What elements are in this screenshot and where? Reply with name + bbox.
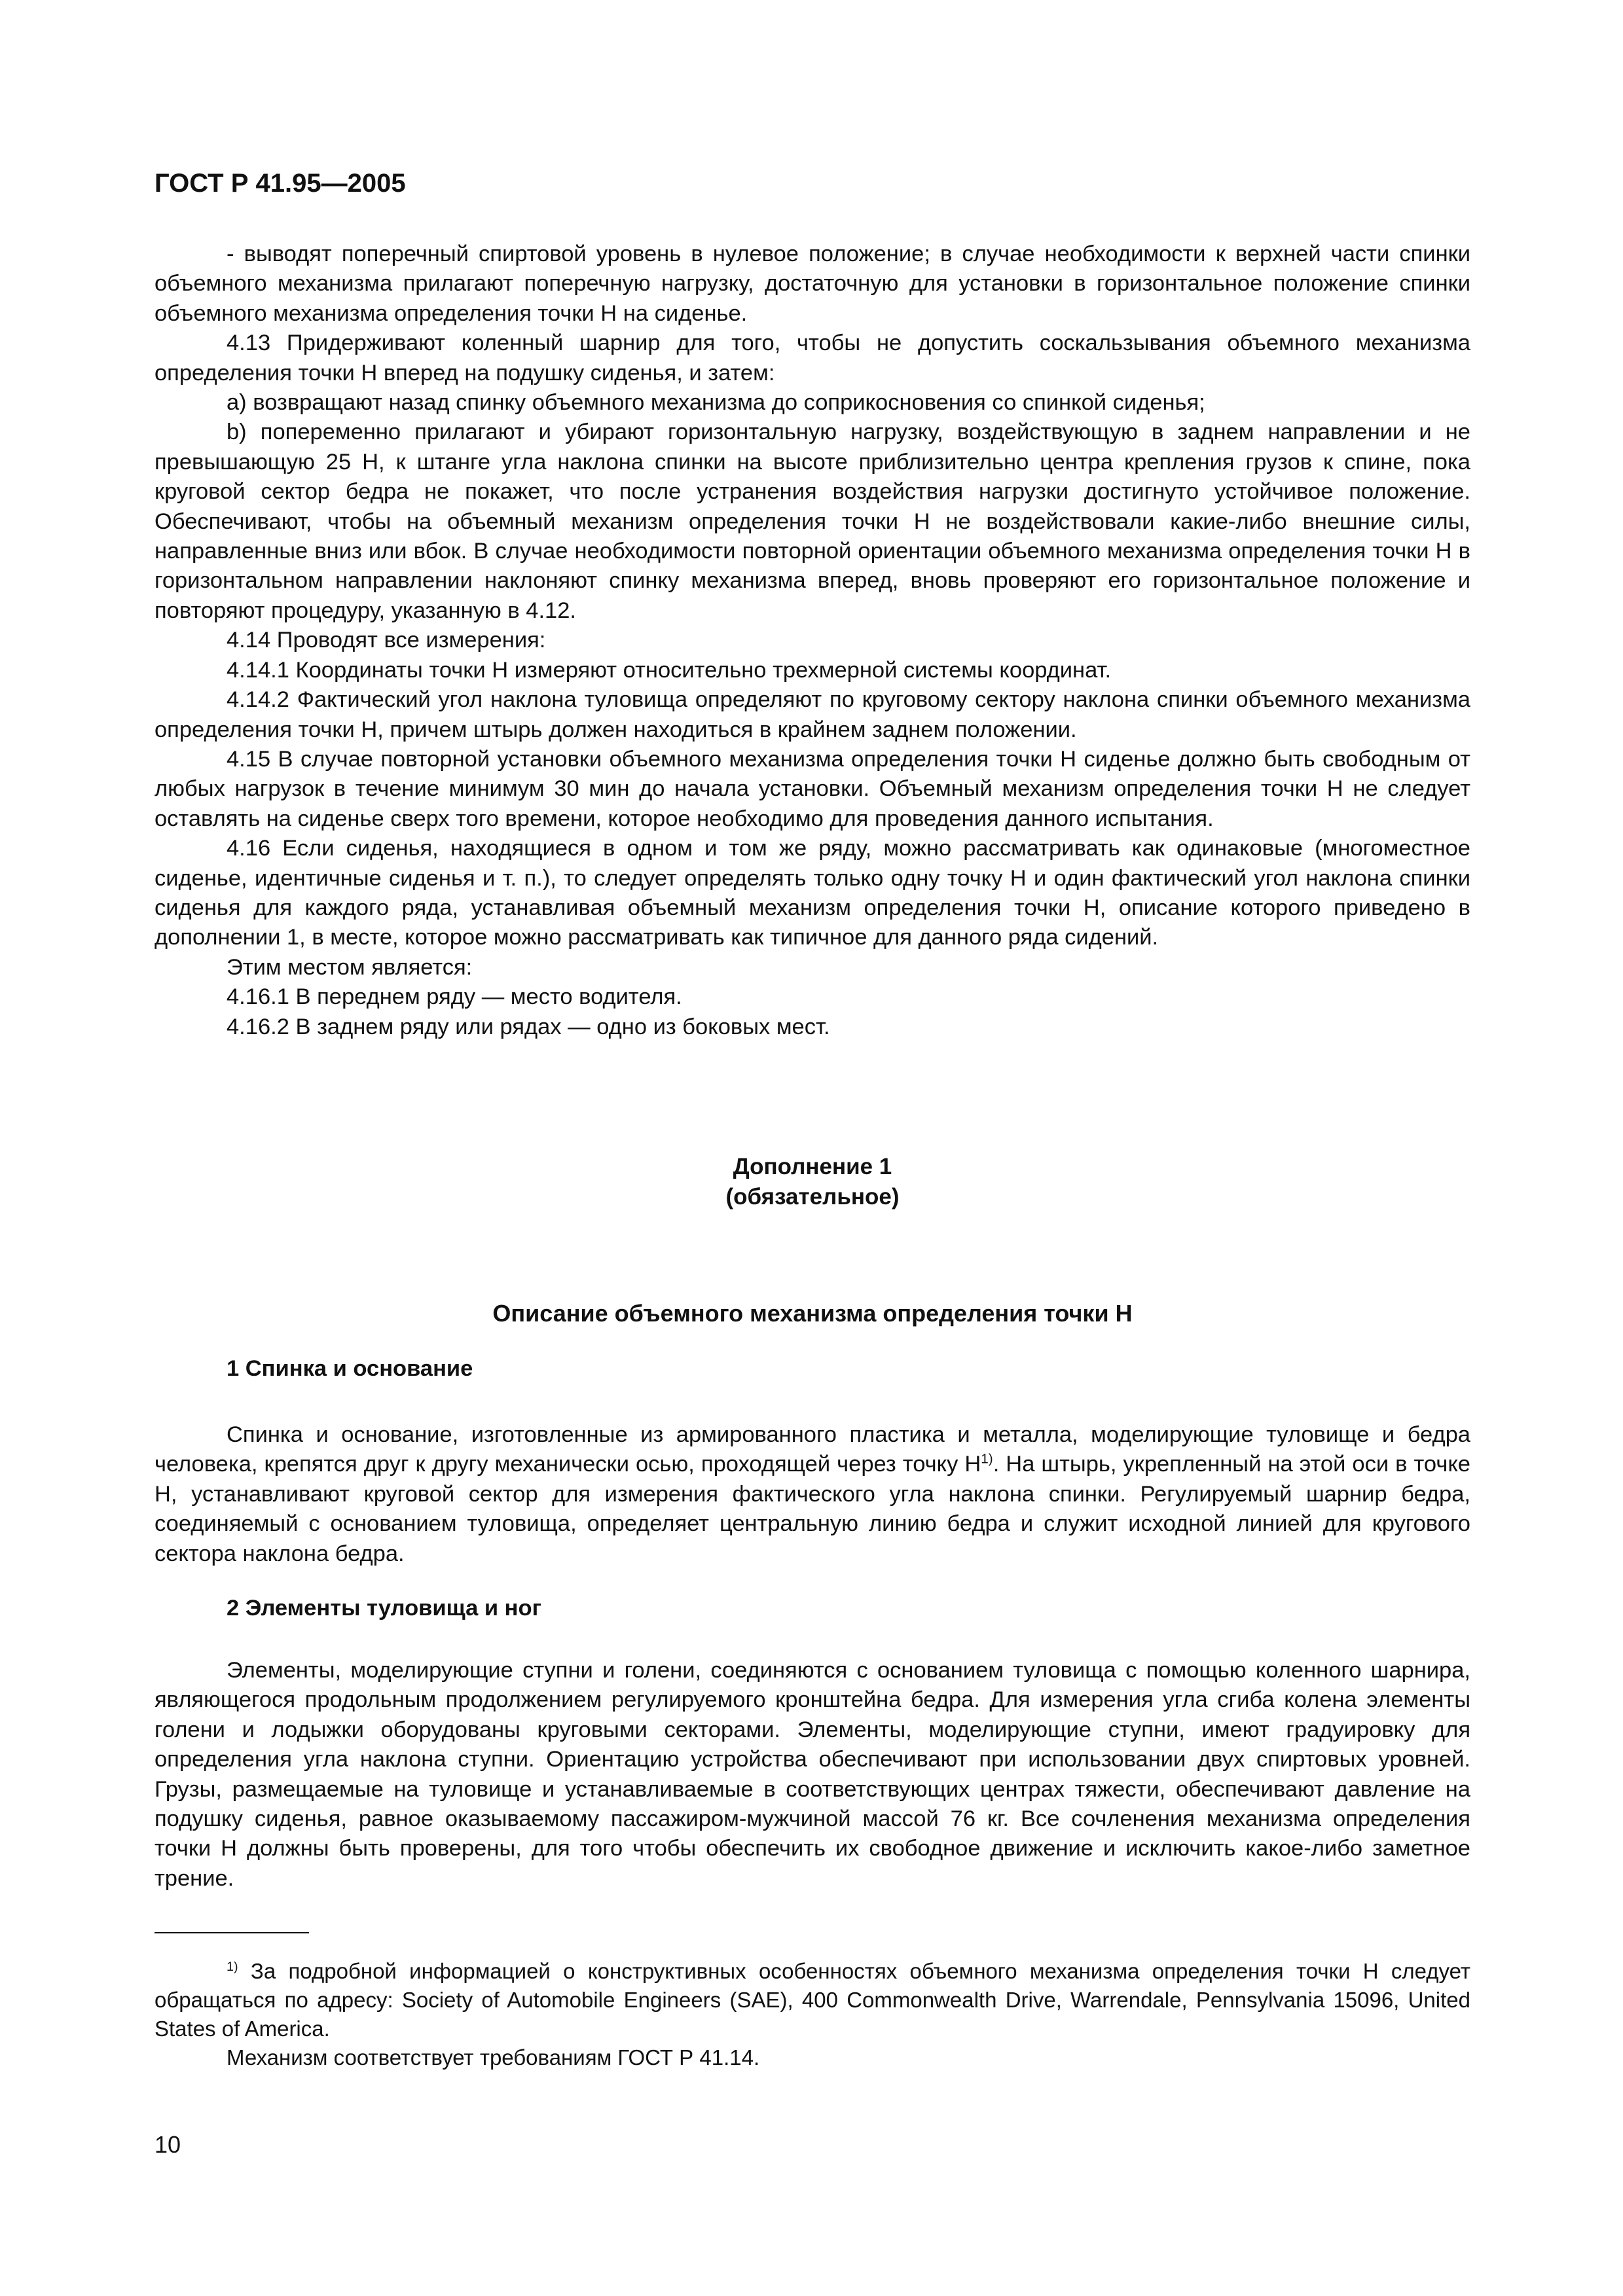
section-heading: 2 Элементы туловища и ног: [227, 1596, 541, 1621]
paragraph: Этим местом является:: [227, 954, 473, 980]
section-heading: 1 Спинка и основание: [227, 1356, 473, 1381]
paragraph: 4.14 Проводят все измерения:: [227, 628, 546, 653]
page-number: 10: [155, 2131, 181, 2158]
paragraph: 4.15 В случае повторной установки объемного механизма определения точки H сиденье должно быть свободным от любых нагрузок в течение минимум 30 мин до начала установки. Объемный механизм определения точки H не следует оставлять на сиденье сверх того времени, которое необходимо для проведения данного испытания.: [155, 746, 1470, 831]
paragraph: - выводят поперечный спиртовой уровень в нулевое положение; в случае необходимости к верхней части спинки объемного механизма прилагают поперечную нагрузку, достаточную для установки в горизонтальное положение спинки объемного механизма определения точки H на сиденье.: [155, 242, 1470, 326]
footnote-ref: 1): [981, 1452, 993, 1467]
appendix-status: (обязательное): [725, 1184, 900, 1210]
section-text: [155, 1420, 1470, 1569]
clause-text: [155, 240, 1470, 1042]
paragraph: [155, 1420, 1470, 1569]
paragraph: 4.14.1 Координаты точки H измеряют относительно трехмерной системы координат.: [227, 657, 1112, 683]
paragraph: 4.14.2 Фактический угол наклона туловища определяют по круговому сектору наклона спинки объемного механизма определения точки H, причем штырь должен находиться в крайнем заднем положении.: [155, 687, 1470, 742]
footnote-note: Механизм соответствует требованиям ГОСТ Р 41.14.: [227, 2045, 760, 2070]
text-run: За подробной информацией о конструктивных особенностях объемного механизма определения точки H следует обращаться по адресу: Society of Automobile Engineers (SAE), 400 Commonwealth Drive, Warrendale, Pennsylvania 15096, United States of America.: [155, 1959, 1470, 2041]
appendix-heading: [155, 1152, 1470, 1212]
document-header: ГОСТ Р 41.95—2005: [155, 169, 406, 198]
text-run: . На штырь, укрепленный на этой оси в точке H, устанавливают круговой сектор для измерения фактического угла наклона спинки. Регулируемый шарнир бедра, соединяемый с основанием туловища, определяет центральную линию бедра и служит исходной линией для кругового сектора наклона бедра.: [155, 1452, 1470, 1566]
paragraph: 4.16.2 В заднем ряду или рядах — одно из боковых мест.: [227, 1014, 830, 1039]
appendix-label: Дополнение 1: [733, 1154, 892, 1179]
footnote: [155, 1957, 1470, 2072]
appendix-title: Описание объемного механизма определения точки H: [492, 1300, 1133, 1327]
footnote-text: [155, 1957, 1470, 2043]
paragraph: 4.16.1 В переднем ряду — место водителя.: [227, 984, 682, 1010]
paragraph: Элементы, моделирующие ступни и голени, соединяются с основанием туловища с помощью коленного шарнира, являющегося продольным продолжением регулируемого кронштейна бедра. Для измерения угла сгиба колена элементы голени и лодыжки оборудованы круговыми секторами. Элементы, моделирующие ступни, имеют градуировку для определения угла наклона ступни. Ориентацию устройства обеспечивают при использовании двух спиртовых уровней. Грузы, размещаемые на туловище и устанавливаемые в соответствующих центрах тяжести, обеспечивают давление на подушку сиденья, равное оказываемому пассажиром-мужчиной массой 76 кг. Все сочленения механизма определения точки H должны быть проверены, для того чтобы обеспечить их свободное движение и исключить какое-либо заметное трение.: [155, 1658, 1470, 1891]
paragraph: 4.13 Придерживают коленный шарнир для того, чтобы не допустить соскальзывания объемного механизма определения точки H вперед на подушку сиденья, и затем:: [155, 331, 1470, 386]
text-run: Спинка и основание, изготовленные из армированного пластика и металла, моделирующие туловище и бедра человека, крепятся друг к другу механически осью, проходящей через точку H: [155, 1422, 1470, 1477]
paragraph: 4.16 Если сиденья, находящиеся в одном и том же ряду, можно рассматривать как одинаковые (многоместное сиденье, идентичные сиденья и т. п.), то следует определять только одну точку H и один фактический угол наклона спинки сиденья для каждого ряда, устанавливая объемный механизм определения точки H, описание которого приведено в дополнении 1, в месте, которое можно рассматривать как типичное для данного ряда сидений.: [155, 836, 1470, 950]
paragraph: a) возвращают назад спинку объемного механизма до соприкосновения со спинкой сиденья;: [227, 390, 1205, 416]
paragraph: b) попеременно прилагают и убирают горизонтальную нагрузку, воздействующую в заднем направлении и не превышающую 25 Н, к штанге угла наклона спинки на высоте приблизительно центра крепления грузов к спине, пока круговой сектор бедра не покажет, что после устранения воздействия нагрузки достигнуто устойчивое положение. Обеспечивают, чтобы на объемный механизм определения точки H не воздействовали какие-либо внешние силы, направленные вниз или вбок. В случае необходимости повторной ориентации объемного механизма определения точки H в горизонтальном направлении наклоняют спинку механизма вперед, вновь проверяют его горизонтальное положение и повторяют процедуру, указанную в 4.12.: [155, 420, 1470, 623]
footnote-divider: [155, 1932, 309, 1933]
section-text: [155, 1656, 1470, 1893]
footnote-marker: 1): [227, 1960, 238, 1975]
